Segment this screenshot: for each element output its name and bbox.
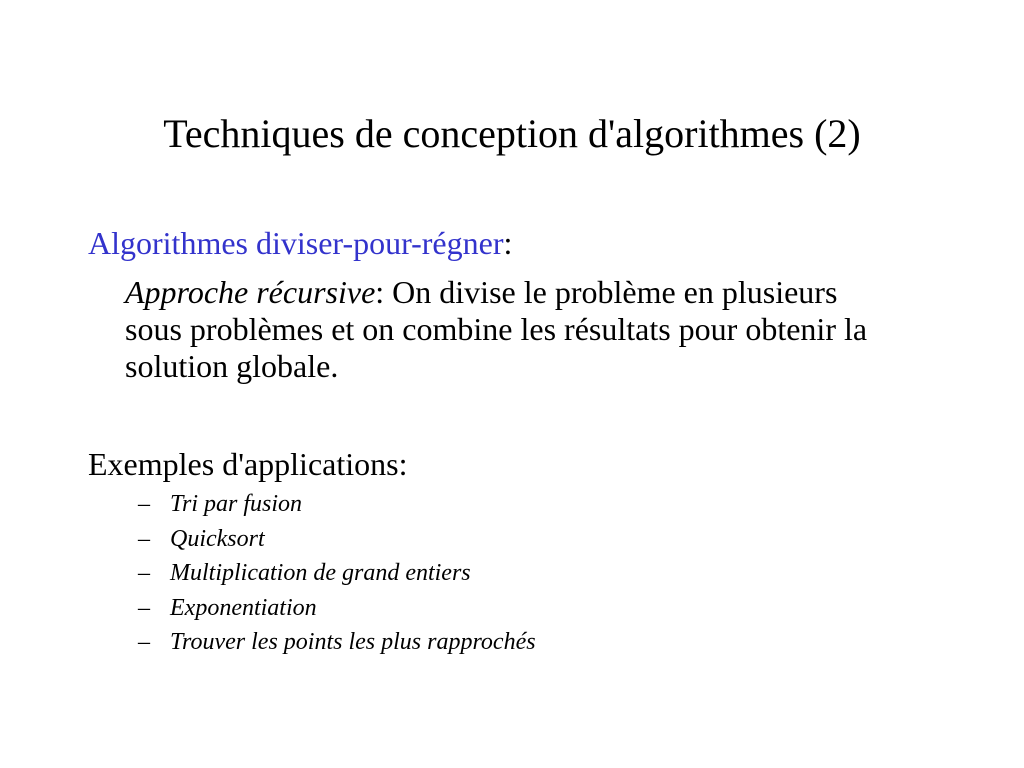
section-heading-accent: Algorithmes diviser-pour-régner (88, 225, 504, 261)
section-heading-suffix: : (503, 225, 513, 261)
example-label: Quicksort (170, 525, 265, 552)
section-heading (88, 224, 512, 262)
bullet-dash: – (138, 594, 150, 621)
list-item (138, 625, 536, 660)
description-italic: Approche récursive (125, 274, 376, 310)
bullet-dash: – (138, 560, 150, 586)
section-description (125, 274, 885, 385)
bullet-dash: – (138, 525, 150, 552)
example-label: Multiplication de grand entiers (170, 560, 471, 586)
example-label: Tri par fusion (170, 491, 303, 517)
example-label: Trouver les points les plus rapprochés (170, 629, 536, 655)
description-text: : On divise le problème en plusieurs sous problèmes et on combine les résultats pour obtenir la solution globale. (125, 274, 868, 384)
example-label: Exponentiation (170, 594, 317, 621)
list-item (138, 487, 536, 522)
list-item (138, 556, 536, 591)
bullet-dash: – (138, 629, 150, 655)
slide-title: Techniques de conception d'algorithmes (2) (163, 111, 861, 156)
bullet-dash: – (138, 491, 150, 517)
examples-heading: Exemples d'applications: (88, 446, 408, 482)
list-item (138, 522, 536, 557)
list-item (138, 591, 536, 626)
examples-list (138, 487, 536, 660)
